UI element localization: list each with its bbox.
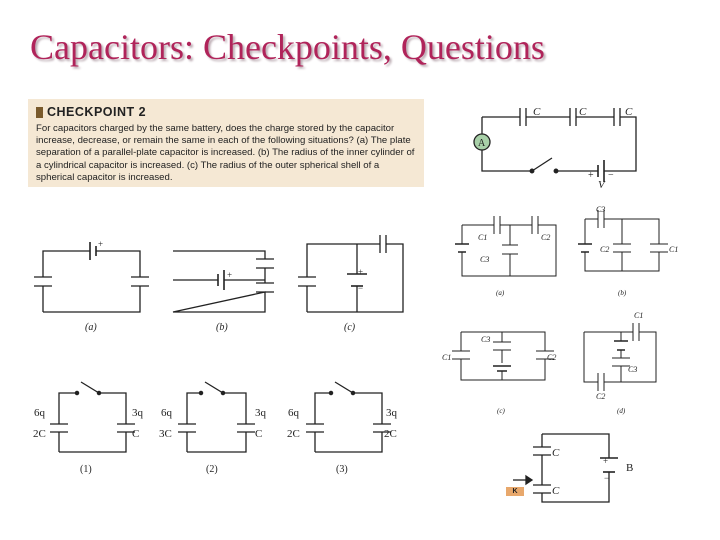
grid-a-c2: C2	[541, 233, 551, 242]
grid-circuit-a	[455, 216, 556, 297]
circuit-c-caption: (c)	[344, 322, 356, 333]
circuit-1-caption: (1)	[80, 464, 92, 475]
grid-b-c3: C3	[596, 205, 606, 214]
dielectric-plus: +	[603, 456, 609, 466]
c2-left-c: 3C	[159, 428, 172, 440]
checkpoint-text: For capacitors charged by the same battery, does the charge stored by the capacitor increase, decrease, or remain the same in each of the following situations? (a) The plate separation of a parallel-plate capacitor is increased. (b) The radius of the inner cylinder of a cylindrical capacitor is increased. (c) The radius of the outer spherical shell of a spherical capacitor is increased.	[36, 123, 415, 183]
c1-right-c: C	[132, 428, 140, 440]
c1-left-q: 6q	[34, 407, 45, 419]
grid-b-caption: (b)	[618, 289, 627, 297]
c2-left-q: 6q	[161, 407, 172, 419]
c2-right-c: C	[255, 428, 263, 440]
circuit-a-caption: (a)	[85, 322, 97, 333]
series-voltage-label: V	[598, 179, 605, 191]
checkpoint-heading-text: CHECKPOINT 2	[47, 105, 147, 119]
c3-left-c: 2C	[287, 428, 300, 440]
dielectric-battery-label: B	[626, 462, 634, 474]
circuit-3	[287, 382, 398, 475]
circuit-b	[173, 251, 274, 333]
slide-title: Capacitors: Checkpoints, Questions	[30, 27, 545, 67]
grid-c-c1: C1	[442, 353, 452, 362]
dielectric-top-c: C	[552, 447, 560, 459]
circuit-b-caption: (b)	[216, 322, 228, 333]
circuit-1	[33, 382, 144, 475]
grid-circuit-c	[442, 332, 556, 415]
series-circuit-figure	[474, 106, 636, 191]
series-c2-label: C	[579, 106, 587, 118]
grid-c-c3: C3	[481, 335, 491, 344]
grid-c-caption: (c)	[497, 407, 505, 415]
circuit-c-minus: −	[358, 283, 364, 293]
series-plus: +	[588, 170, 594, 181]
grid-a-caption: (a)	[496, 289, 505, 297]
c3-left-q: 6q	[288, 407, 299, 419]
series-c3-label: C	[625, 106, 633, 118]
circuit-3-caption: (3)	[336, 464, 348, 475]
circuit-a	[34, 239, 149, 333]
series-minus: −	[608, 170, 614, 181]
c3-right-c: 2C	[384, 428, 397, 440]
grid-circuit-b	[578, 205, 678, 297]
dielectric-minus: −	[604, 473, 610, 483]
circuit-b-plus: +	[227, 270, 233, 280]
grid-b-c2: C2	[600, 245, 610, 254]
grid-d-c1: C1	[634, 311, 644, 320]
circuit-2-caption: (2)	[206, 464, 218, 475]
c1-right-q: 3q	[132, 407, 143, 419]
grid-a-c1: C1	[478, 233, 488, 242]
circuit-c	[298, 235, 403, 333]
dielectric-key-label: K	[506, 487, 524, 496]
dielectric-bottom-c: C	[552, 485, 560, 497]
circuit-c-plus: +	[358, 267, 364, 277]
grid-d-c3: C3	[628, 365, 638, 374]
c2-right-q: 3q	[255, 407, 266, 419]
ammeter-label: A	[478, 138, 486, 149]
circuit-a-plus: +	[98, 239, 104, 249]
c1-left-c: 2C	[33, 428, 46, 440]
grid-c-c2: C2	[547, 353, 557, 362]
grid-circuit-d	[584, 311, 656, 415]
series-c1-label: C	[533, 106, 541, 118]
grid-b-c1: C1	[669, 245, 679, 254]
grid-d-caption: (d)	[617, 407, 626, 415]
grid-a-c3: C3	[480, 255, 490, 264]
dielectric-circuit	[513, 434, 633, 502]
circuit-2	[159, 382, 267, 475]
c3-right-q: 3q	[386, 407, 397, 419]
grid-d-c2: C2	[596, 392, 606, 401]
